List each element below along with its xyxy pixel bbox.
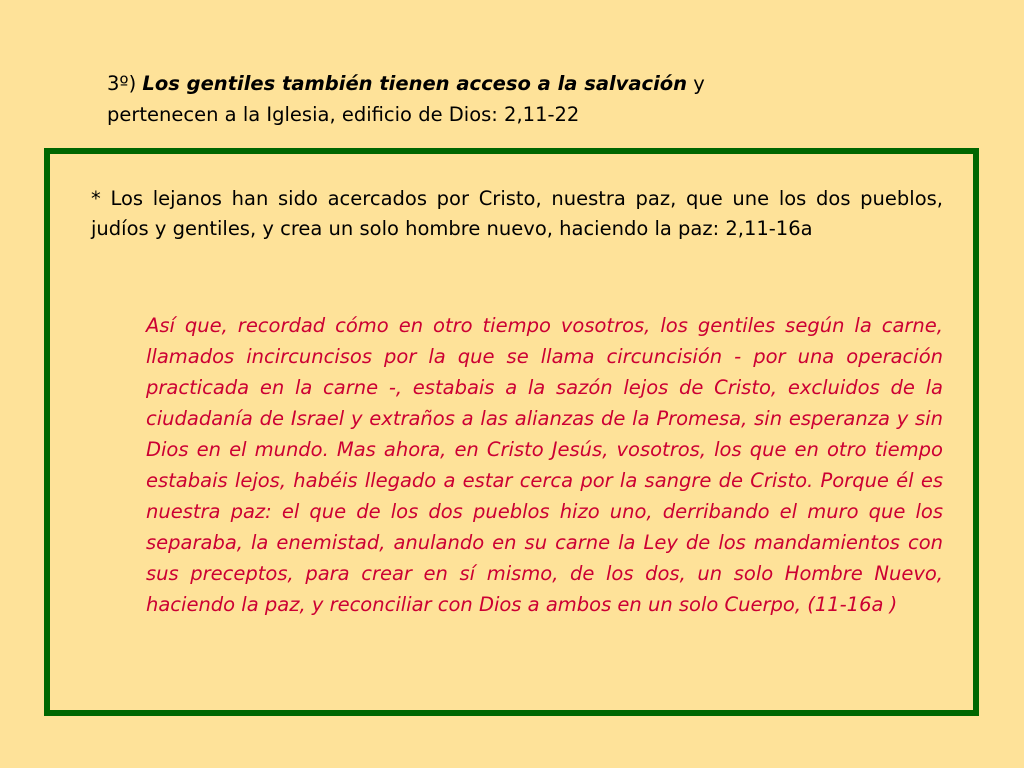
- slide-heading: [107, 68, 827, 130]
- content-box: [44, 148, 979, 716]
- heading-rest-line2: pertenecen a la Iglesia, edificio de Dios: 2,11-22: [107, 103, 580, 126]
- intro-paragraph: * Los lejanos han sido acercados por Cristo, nuestra paz, que une los dos pueblos, judíos y gentiles, y crea un solo hombre nuevo, haciendo la paz: 2,11-16a: [91, 187, 943, 240]
- heading-rest-line1: y: [693, 72, 705, 95]
- heading-emphasis: Los gentiles también tienen acceso a la salvación: [142, 72, 688, 95]
- heading-number: 3º): [107, 72, 137, 95]
- scripture-quote: Así que, recordad cómo en otro tiempo vosotros, los gentiles según la carne, llamados incircuncisos por la que se llama circuncisión - por una operación practicada en la carne -, estabais a la sazón lejos de Cristo, excluidos de la ciudadanía de Israel y extraños a las alianzas de la Promesa, sin esperanza y sin Dios en el mundo. Mas ahora, en Cristo Jesús, vosotros, los que en otro tiempo estabais lejos, habéis llegado a estar cerca por la sangre de Cristo. Porque él es nuestra paz: el que de los dos pueblos hizo uno, derribando el muro que los separaba, la enemistad, anulando en su carne la Ley de los mandamientos con sus preceptos, para crear en sí mismo, de los dos, un solo Hombre Nuevo, haciendo la paz, y reconciliar con Dios a ambos en un solo Cuerpo, (11-16a ): [146, 314, 943, 616]
